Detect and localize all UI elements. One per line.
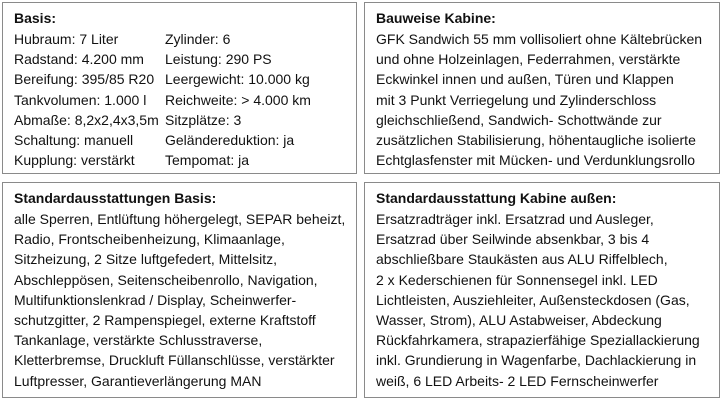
basis-title: Basis: [14,10,57,26]
standard-aussen-title: Standardausstattung Kabine außen: [376,190,617,206]
standard-basis-text [14,209,352,391]
text-line: zusätzlichen Stabilisierung, höhentaugliche isolierte [376,131,696,148]
spec-cell: Kupplung: verstärkt [14,152,135,169]
text-line: 2 x Kederschienen für Sonnensegel inkl. LED [376,271,658,288]
spec-cell: Leistung: 290 PS [165,51,272,68]
text-line: inkl. Grundierung in Wagenfarbe, Dachlackierung in [376,352,697,369]
spec-row [14,130,311,150]
spec-cell: Abmaße: 8,2x2,4x3,5m [14,111,159,128]
spec-cell: Leergewicht: 10.000 kg [165,71,310,88]
spec-row [14,69,311,89]
text-line: Multifunktionslenkrad / Display, Scheinwerfer- [14,291,297,308]
text-line: Wasser, Strom), ALU Astabweiser, Abdeckung [376,311,662,328]
basis-spec-grid [14,29,311,170]
spec-row [14,29,311,49]
spec-cell: Reichweite: > 4.000 km [165,91,311,108]
text-line: Abschleppösen, Seitenscheibenrollo, Navigation, [14,271,318,288]
text-line: gleichschließend, Sandwich- Schottwände zur [376,111,662,128]
text-line: Lichtleisten, Ausziehleiter, Außensteckdosen (Gas, [376,291,690,308]
bauweise-title: Bauweise Kabine: [376,10,496,26]
text-line: Luftpresser, Garantieverlängerung MAN [14,372,262,389]
text-line: Sitzheizung, 2 Sitze luftgefedert, Mittelsitz, [14,251,278,268]
text-line: schutzgitter, 2 Rampenspiegel, externe Kraftstoff [14,311,316,328]
standard-aussen-text [376,209,715,391]
text-line: Echtglasfenster mit Mücken- und Verdunklungsrollo [376,152,696,169]
standardausstattung-kabine-aussen-box [364,182,720,398]
spec-row [14,90,311,110]
spec-cell: Schaltung: manuell [14,131,134,148]
spec-row [14,49,311,69]
spec-cell: Zylinder: 6 [165,31,231,47]
spec-cell: Geländereduktion: ja [165,131,295,148]
bauweise-kabine-box [364,2,720,174]
text-line: Kletterbremse, Druckluft Füllanschlüsse, verstärkter [14,352,335,369]
spec-cell: Tempomat: ja [165,152,250,169]
text-line: alle Sperren, Entlüftung höhergelegt, SEPAR beheizt, [14,211,346,227]
text-line: Rückfahrkamera, strapazierfähige Speziallackierung [376,332,700,349]
text-line: mit 3 Punkt Verriegelung und Zylinderschloss [376,91,657,108]
spec-cell: Radstand: 4.200 mm [14,51,144,68]
spec-cell: Hubraum: 7 Liter [14,31,119,47]
spec-row [14,150,311,170]
text-line: Radio, Frontscheibenheizung, Klimaanlage, [14,231,285,248]
text-line: abschließbare Staukästen aus ALU Riffelblech, [376,251,668,268]
bauweise-text [376,29,715,170]
text-line: Ersatzradträger inkl. Ersatzrad und Ausleger, [376,211,654,227]
text-line: Tankanlage, verstärkte Schlusstraverse, [14,332,263,349]
basis-box [2,2,357,174]
text-line: GFK Sandwich 55 mm vollisoliert ohne Kältebrücken [376,31,703,47]
standard-basis-title: Standardausstattungen Basis: [14,190,217,206]
spec-cell: Bereifung: 395/85 R20 [14,71,155,88]
spec-cell: Tankvolumen: 1.000 l [14,91,147,108]
text-line: Eckwinkel innen und außen, Türen und Klappen [376,71,674,88]
text-line: weiß, 6 LED Arbeits- 2 LED Fernscheinwerfer [376,372,659,389]
text-line: und ohne Holzeinlagen, Federrahmen, verstärkte [376,51,681,68]
spec-cell: Sitzplätze: 3 [165,111,242,128]
text-line: Ersatzrad über Seilwinde absenkbar, 3 bis 4 [376,231,650,248]
spec-row [14,110,311,130]
standardausstattung-basis-box [2,182,357,398]
